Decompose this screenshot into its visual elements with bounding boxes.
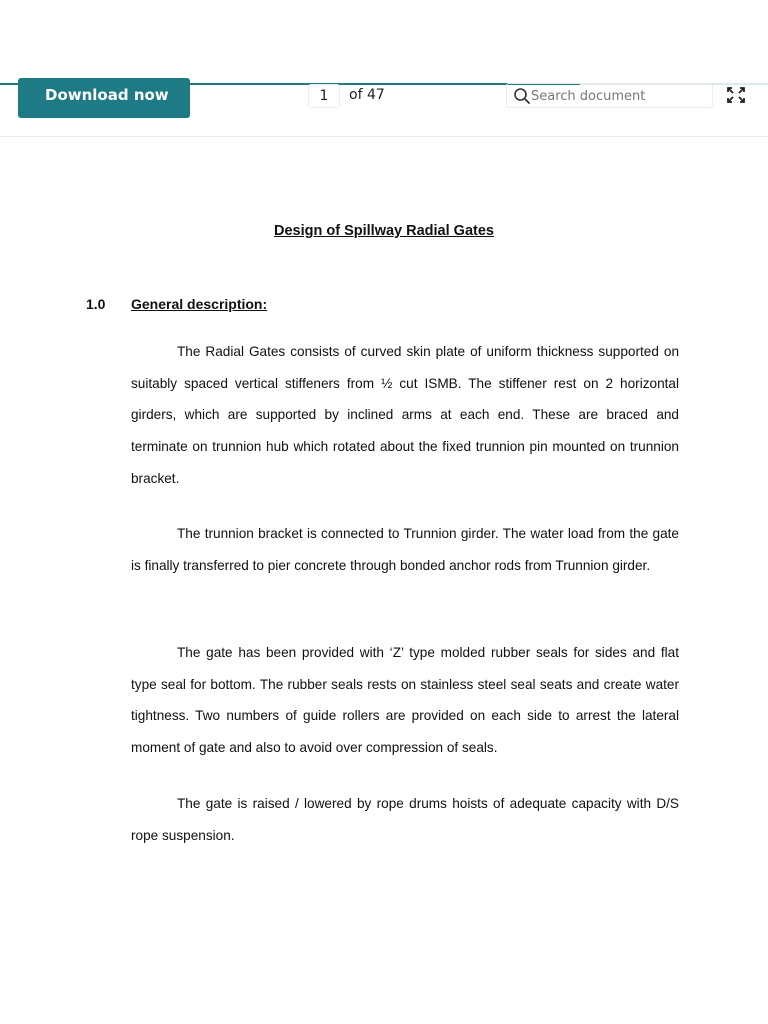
paragraph: The gate has been provided with ‘Z’ type molded rubber seals for sides and flat type seal for bottom. The rubber seals rests on stainless steel seal seats and create water tightness. Two numbers of guide rollers are provided on each side to arrest the lateral moment of gate and also to avoid over compression of seals. bbox=[131, 645, 679, 756]
paragraph: The trunnion bracket is connected to Trunnion girder. The water load from the gate is finally transferred to pier concrete through bonded anchor rods from Trunnion girder. bbox=[131, 526, 679, 573]
page-total-label: of 47 bbox=[349, 87, 385, 103]
document-viewer-toolbar bbox=[0, 0, 768, 137]
document-page bbox=[0, 137, 768, 1024]
search-icon[interactable] bbox=[513, 87, 531, 105]
fullscreen-icon[interactable] bbox=[726, 86, 746, 104]
page-number-input[interactable] bbox=[308, 84, 340, 108]
paragraph: The gate is raised / lowered by rope drums hoists of adequate capacity with D/S rope suspension. bbox=[131, 796, 679, 843]
section-heading: General description: bbox=[131, 296, 268, 312]
download-now-button[interactable]: Download now bbox=[18, 78, 190, 118]
search-box[interactable] bbox=[506, 83, 713, 108]
document-title: Design of Spillway Radial Gates bbox=[274, 223, 494, 239]
paragraph: The Radial Gates consists of curved skin plate of uniform thickness supported on suitably spaced vertical stiffeners from ½ cut ISMB. The stiffener rest on 2 horizontal girders, which are supported by inclined arms at each end. These are braced and terminate on trunnion hub which rotated about the fixed trunnion pin mounted on trunnion bracket. bbox=[131, 344, 679, 486]
search-input[interactable] bbox=[531, 86, 709, 106]
section-number: 1.0 bbox=[86, 296, 106, 312]
